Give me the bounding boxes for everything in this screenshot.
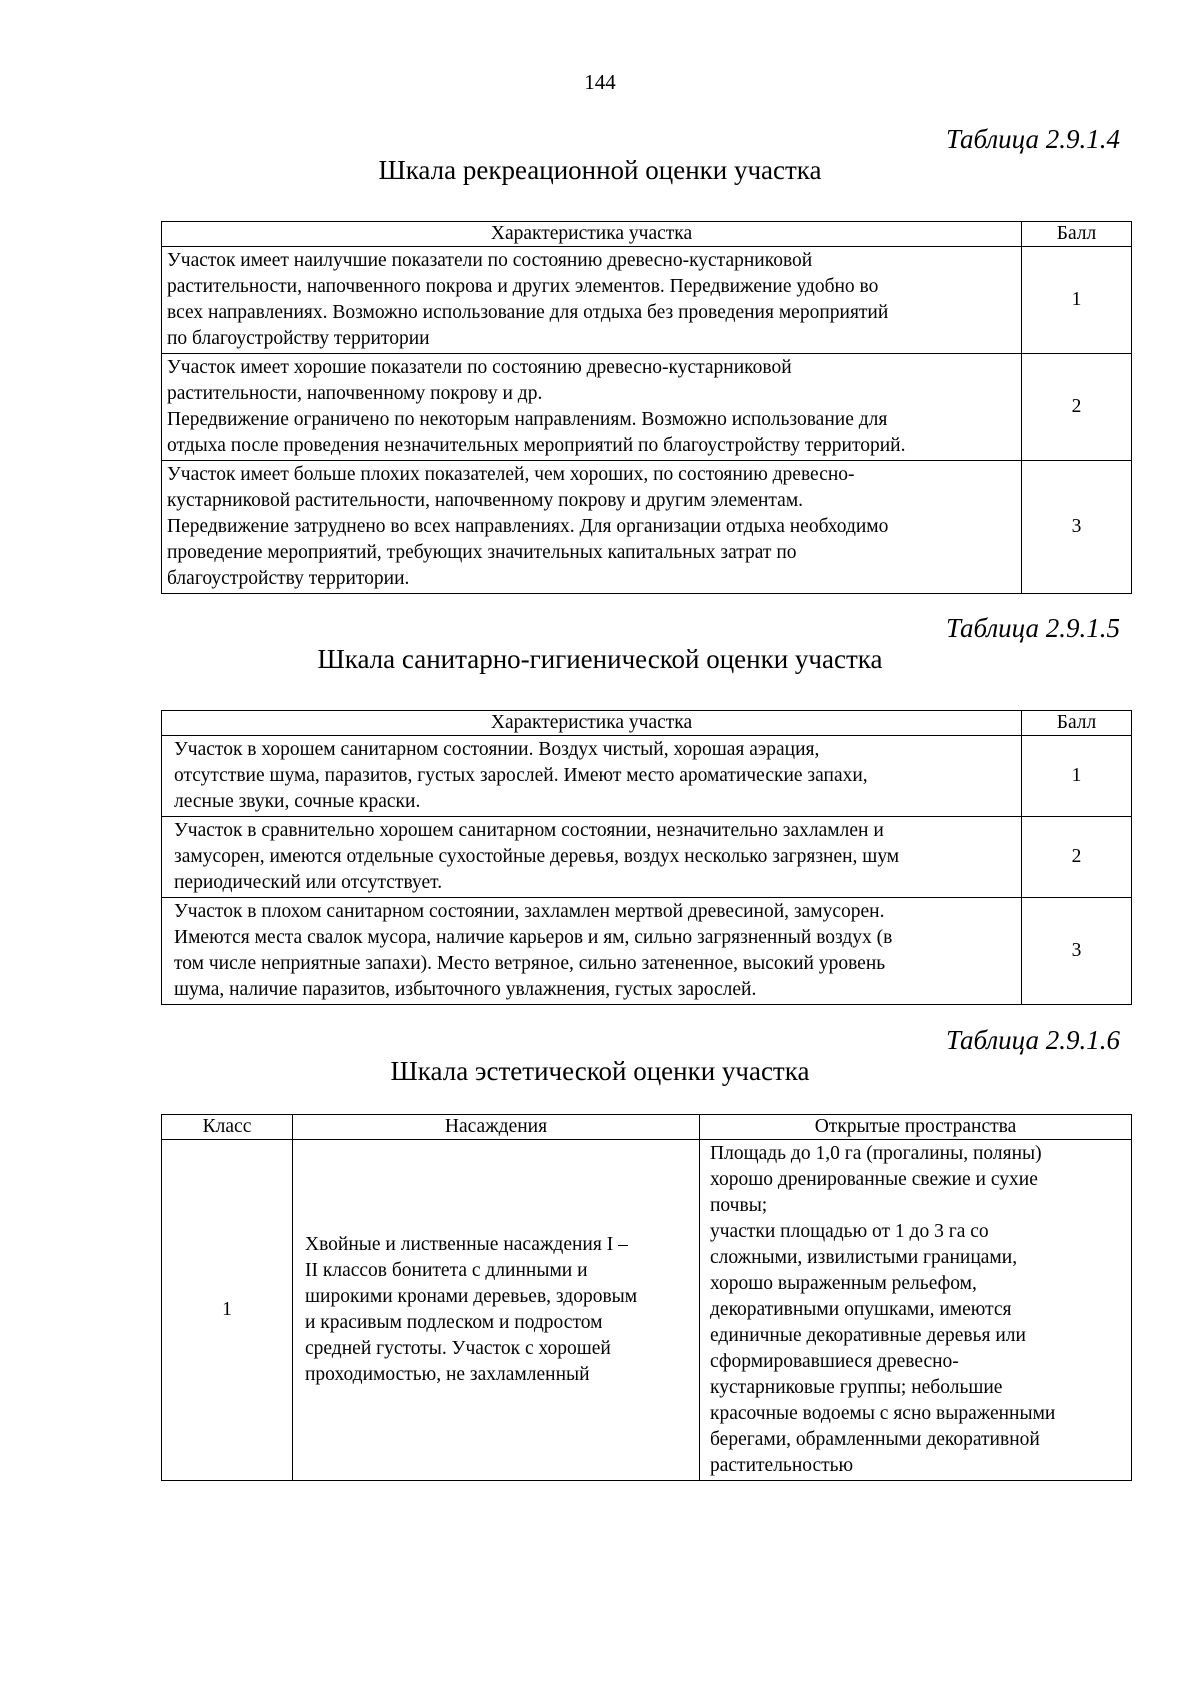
row-description: Участок имеет хорошие показатели по состоянию древесно-кустарниковой растительности, напочвенному покрову и др. Передвижение ограничено по некоторым направлениям. Возможно использование для отдыха после проведения незначительных мероприятий по благоустройству территорий. (162, 354, 1022, 461)
row-score: 1 (1022, 736, 1132, 817)
table-title-2: Шкала санитарно-гигиенической оценки участка (317, 644, 883, 674)
table-label-3: Таблица 2.9.1.6 (945, 1025, 1120, 1055)
row-description: Участок имеет наилучшие показатели по состоянию древесно-кустарниковой растительности, напочвенного покрова и других элементов. Передвижение удобно во всех направлениях. Возможно использование для отдыха без проведения мероприятий по благоустройству территории (162, 247, 1022, 354)
table-title-1: Шкала рекреационной оценки участка (378, 155, 822, 185)
header-score: Балл (1022, 711, 1132, 736)
table-row (162, 1140, 1132, 1481)
table-row (162, 898, 1132, 1005)
table-header-row (162, 222, 1132, 247)
row-description: Участок в сравнительно хорошем санитарном состоянии, незначительно захламлен и замусорен, имеются отдельные сухостойные деревья, воздух несколько загрязнен, шум периодический или отсутствует. (162, 817, 1022, 898)
row-score: 2 (1022, 354, 1132, 461)
page-number: 144 (584, 70, 616, 94)
table-row (162, 354, 1132, 461)
table-row (162, 247, 1132, 354)
table-header-row (162, 711, 1132, 736)
table-header-row (162, 1115, 1132, 1140)
table-row (162, 736, 1132, 817)
table-label-2: Таблица 2.9.1.5 (945, 613, 1120, 643)
row-score: 3 (1022, 898, 1132, 1005)
row-score: 2 (1022, 817, 1132, 898)
row-score: 3 (1022, 461, 1132, 594)
header-class: Класс (162, 1115, 293, 1140)
header-open-spaces: Открытые пространства (700, 1115, 1132, 1140)
table-row (162, 461, 1132, 594)
header-characteristic: Характеристика участка (162, 711, 1022, 736)
row-description: Участок в плохом санитарном состоянии, захламлен мертвой древесиной, замусорен. Имеются места свалок мусора, наличие карьеров и ям, сильно загрязненный воздух (в том числе неприятные запахи). Место ветряное, сильно затененное, высокий уровень шума, наличие паразитов, избыточного увлажнения, густых зарослей. (162, 898, 1022, 1005)
sanitary-table (161, 710, 1132, 1005)
header-characteristic: Характеристика участка (162, 222, 1022, 247)
row-plantings: Хвойные и лиственные насаждения I – II классов бонитета с длинными и широкими кронами деревьев, здоровым и красивым подлеском и подростом средней густоты. Участок с хорошей проходимостью, не захламленный (293, 1140, 700, 1481)
row-score: 1 (1022, 247, 1132, 354)
row-class: 1 (162, 1140, 293, 1481)
header-score: Балл (1022, 222, 1132, 247)
table-title-3: Шкала эстетической оценки участка (390, 1056, 810, 1086)
row-description: Участок имеет больше плохих показателей, чем хороших, по состоянию древесно- кустарниковой растительности, напочвенному покрову и другим элементам. Передвижение затруднено во всех направлениях. Для организации отдыха необходимо проведение мероприятий, требующих значительных капитальных затрат по благоустройству территории. (162, 461, 1022, 594)
row-description: Участок в хорошем санитарном состоянии. Воздух чистый, хорошая аэрация, отсутствие шума, паразитов, густых зарослей. Имеют место ароматические запахи, лесные звуки, сочные краски. (162, 736, 1022, 817)
header-plantings: Насаждения (293, 1115, 700, 1140)
recreation-table (161, 221, 1132, 594)
row-open-spaces: Площадь до 1,0 га (прогалины, поляны) хорошо дренированные свежие и сухие почвы; участки площадью от 1 до 3 га со сложными, извилистыми границами, хорошо выраженным рельефом, декоративными опушками, имеются единичные декоративные деревья или сформировавшиеся древесно- кустарниковые группы; небольшие красочные водоемы с ясно выраженными берегами, обрамленными декоративной растительностью (700, 1140, 1132, 1481)
table-row (162, 817, 1132, 898)
aesthetic-table (161, 1114, 1132, 1481)
table-label-1: Таблица 2.9.1.4 (945, 124, 1120, 154)
